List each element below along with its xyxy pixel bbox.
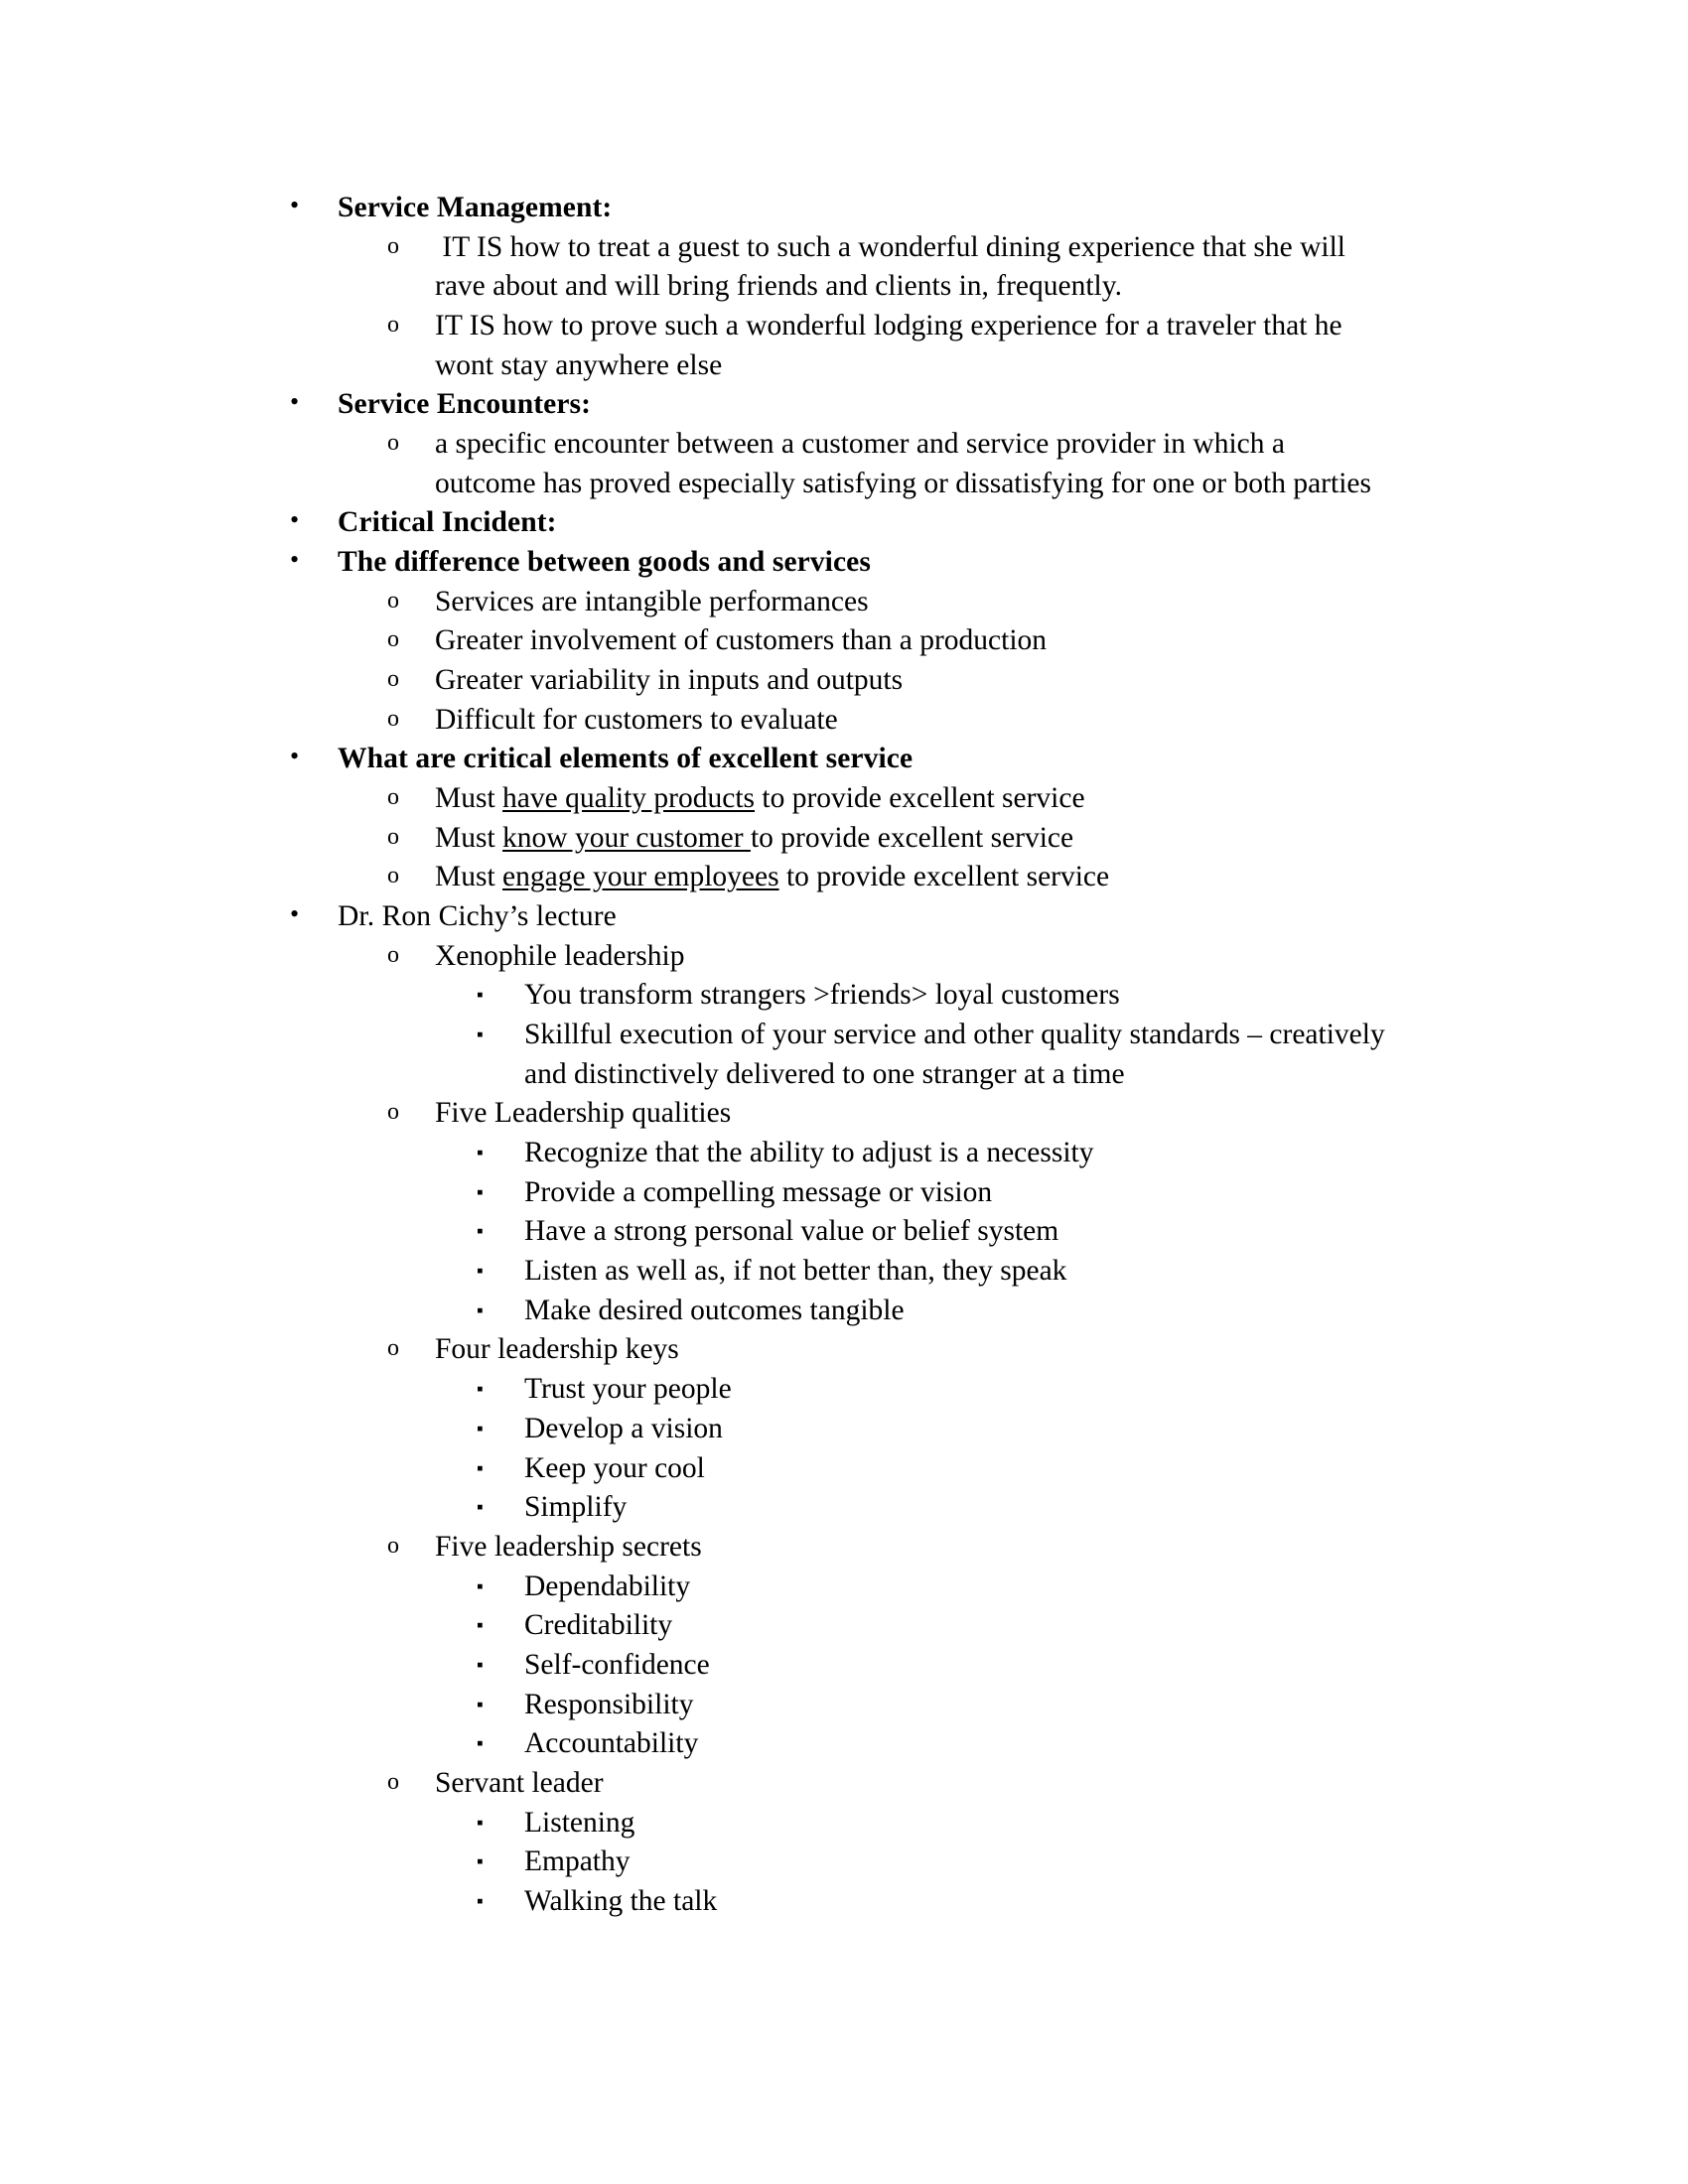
outline-item-text	[435, 819, 1390, 859]
bullet-square-icon: ▪	[477, 1181, 484, 1203]
outline-item-text: Simplify	[524, 1491, 628, 1524]
bullet-square-icon: ▪	[477, 1143, 484, 1164]
outline-item-text: Dr. Ron Cichy’s lecture	[338, 900, 617, 933]
outline-item-text: Five leadership secrets	[435, 1530, 702, 1563]
outline-item-level2	[387, 621, 1390, 661]
notes-outline	[288, 189, 1393, 1922]
outline-item-text: Skillful execution of your service and other quality standards – creatively and distinctively delivered to one stranger at a time	[524, 1019, 1393, 1090]
outline-item-level3	[473, 1134, 1390, 1173]
outline-item-text: Xenophile leadership	[435, 939, 685, 972]
outline-item-level3	[473, 1804, 1390, 1843]
outline-item-level3	[473, 1843, 1390, 1882]
bullet-circle-icon: o	[387, 705, 399, 732]
outline-item-text: Keep your cool	[524, 1451, 705, 1484]
outline-item-text: Dependability	[524, 1570, 691, 1602]
outline-item-level2	[387, 1528, 1390, 1568]
outline-item-text: Walking the talk	[524, 1884, 718, 1917]
outline-item-level1	[288, 189, 1390, 228]
outline-item-level3	[473, 1212, 1390, 1252]
outline-item-text	[435, 858, 1390, 897]
outline-item-level3	[473, 1568, 1390, 1607]
outline-item-level3	[473, 1449, 1390, 1489]
bullet-dot-icon: •	[290, 191, 300, 219]
bullet-square-icon: ▪	[477, 1694, 484, 1715]
outline-item-level2	[387, 1094, 1390, 1134]
outline-item-text: a specific encounter between a customer and service provider in which a outcome has proved especially satisfying or dissatisfying for one or both parties	[435, 428, 1371, 499]
bullet-circle-icon: o	[387, 784, 399, 811]
bullet-circle-icon: o	[387, 666, 399, 693]
outline-item-level3	[473, 1292, 1390, 1331]
bullet-square-icon: ▪	[477, 1654, 484, 1676]
outline-item-level1	[288, 543, 1390, 583]
underlined-phrase: have quality products	[502, 782, 756, 815]
bullet-square-icon: ▪	[477, 1851, 484, 1873]
outline-item-text: IT IS how to treat a guest to such a wonderful dining experience that she will rave about and will bring friends and clients in, frequently.	[435, 230, 1353, 303]
bullet-dot-icon: •	[290, 899, 300, 929]
underlined-phrase: know your customer	[502, 821, 751, 854]
outline-item-text: Critical Incident:	[338, 506, 557, 539]
outline-item-level2	[387, 307, 1390, 385]
bullet-square-icon: ▪	[477, 1890, 484, 1912]
outline-item-text: Trust your people	[524, 1373, 732, 1406]
text-run: Must	[435, 821, 503, 854]
bullet-circle-icon: o	[387, 312, 399, 339]
outline-item-level3	[473, 1252, 1390, 1292]
bullet-circle-icon: o	[387, 941, 399, 968]
bullet-square-icon: ▪	[477, 1379, 484, 1401]
outline-item-text: Have a strong personal value or belief system	[524, 1215, 1059, 1248]
outline-item-level3	[473, 1606, 1390, 1646]
outline-item-level2	[387, 1330, 1390, 1370]
bullet-circle-icon: o	[387, 1099, 399, 1126]
outline-item-text: Four leadership keys	[435, 1333, 679, 1366]
text-run: Must	[435, 782, 503, 815]
bullet-dot-icon: •	[290, 545, 300, 575]
outline-item-level2	[387, 583, 1390, 622]
outline-item-level3	[473, 1410, 1390, 1449]
outline-item-text	[435, 779, 1390, 819]
bullet-dot-icon: •	[290, 505, 300, 535]
outline-item-text: Service Management:	[338, 192, 613, 223]
outline-item-level3	[473, 1016, 1393, 1094]
text-run: to provide excellent service	[755, 782, 1085, 815]
outline-item-level2	[387, 819, 1390, 859]
bullet-circle-icon: o	[387, 626, 399, 653]
bullet-circle-icon: o	[387, 1335, 399, 1362]
outline-item-level2	[387, 661, 1390, 701]
outline-item-level2	[387, 779, 1390, 819]
outline-item-text: Listen as well as, if not better than, they speak	[524, 1255, 1067, 1288]
outline-item-text: The difference between goods and services	[338, 546, 871, 579]
outline-item-level1	[288, 385, 1390, 425]
outline-item-text: What are critical elements of excellent service	[338, 743, 914, 775]
bullet-square-icon: ▪	[477, 1497, 484, 1519]
outline-item-text: You transform strangers >friends> loyal customers	[524, 979, 1120, 1012]
outline-item-level2	[387, 425, 1390, 503]
bullet-circle-icon: o	[387, 863, 399, 889]
bullet-circle-icon: o	[387, 587, 399, 614]
outline-item-text: Service Encounters:	[338, 388, 592, 421]
bullet-circle-icon: o	[387, 1532, 399, 1559]
outline-item-text: Recognize that the ability to adjust is a necessity	[524, 1137, 1094, 1169]
bullet-dot-icon: •	[290, 742, 300, 771]
bullet-square-icon: ▪	[477, 1299, 484, 1321]
outline-item-level1	[288, 503, 1390, 543]
bullet-square-icon: ▪	[477, 1457, 484, 1479]
outline-item-level3	[473, 1646, 1390, 1686]
outline-item-level3	[473, 1370, 1390, 1410]
outline-item-level3	[473, 1488, 1390, 1528]
outline-item-text: IT IS how to prove such a wonderful lodging experience for a traveler that he wont stay anywhere else	[435, 310, 1350, 381]
bullet-circle-icon: o	[387, 232, 399, 259]
outline-item-level2	[387, 701, 1390, 741]
outline-item-level2	[387, 937, 1390, 977]
outline-item-level1	[288, 740, 1390, 779]
text-run: Must	[435, 861, 503, 893]
outline-item-text: Difficult for customers to evaluate	[435, 703, 838, 736]
outline-item-level2	[387, 858, 1390, 897]
bullet-square-icon: ▪	[477, 985, 484, 1007]
outline-item-level1	[288, 897, 1390, 937]
outline-item-text: Provide a compelling message or vision	[524, 1175, 993, 1208]
bullet-square-icon: ▪	[477, 1733, 484, 1755]
outline-item-level2	[387, 228, 1390, 307]
outline-item-text: Make desired outcomes tangible	[524, 1294, 905, 1326]
outline-item-text: Responsibility	[524, 1688, 694, 1720]
outline-item-text: Listening	[524, 1806, 635, 1839]
underlined-phrase: engage your employees	[502, 861, 779, 893]
outline-item-level3	[473, 1882, 1390, 1922]
bullet-square-icon: ▪	[477, 1812, 484, 1834]
text-run: to provide excellent service	[750, 821, 1074, 854]
outline-item-level3	[473, 1686, 1390, 1725]
bullet-square-icon: ▪	[477, 1418, 484, 1439]
outline-item-text: Greater variability in inputs and outputs	[435, 664, 904, 697]
outline-item-level3	[473, 1173, 1390, 1213]
outline-item-text: Five Leadership qualities	[435, 1097, 732, 1130]
bullet-square-icon: ▪	[477, 1615, 484, 1637]
bullet-circle-icon: o	[387, 430, 399, 457]
outline-item-text: Servant leader	[435, 1766, 604, 1799]
outline-item-text: Self-confidence	[524, 1648, 710, 1681]
outline-item-level2	[387, 1764, 1390, 1804]
outline-item-text: Develop a vision	[524, 1412, 723, 1444]
outline-item-text: Creditability	[524, 1609, 673, 1642]
bullet-square-icon: ▪	[477, 1221, 484, 1243]
outline-item-text: Greater involvement of customers than a production	[435, 624, 1048, 657]
outline-item-level3	[473, 1724, 1390, 1764]
bullet-square-icon: ▪	[477, 1261, 484, 1283]
bullet-dot-icon: •	[290, 387, 300, 417]
outline-item-level3	[473, 976, 1390, 1016]
bullet-circle-icon: o	[387, 1768, 399, 1795]
bullet-square-icon: ▪	[477, 1575, 484, 1597]
bullet-circle-icon: o	[387, 823, 399, 850]
outline-item-text: Services are intangible performances	[435, 585, 869, 617]
bullet-square-icon: ▪	[477, 1024, 484, 1046]
outline-item-text: Accountability	[524, 1727, 699, 1760]
text-run: to provide excellent service	[778, 861, 1110, 893]
outline-item-text: Empathy	[524, 1845, 631, 1878]
